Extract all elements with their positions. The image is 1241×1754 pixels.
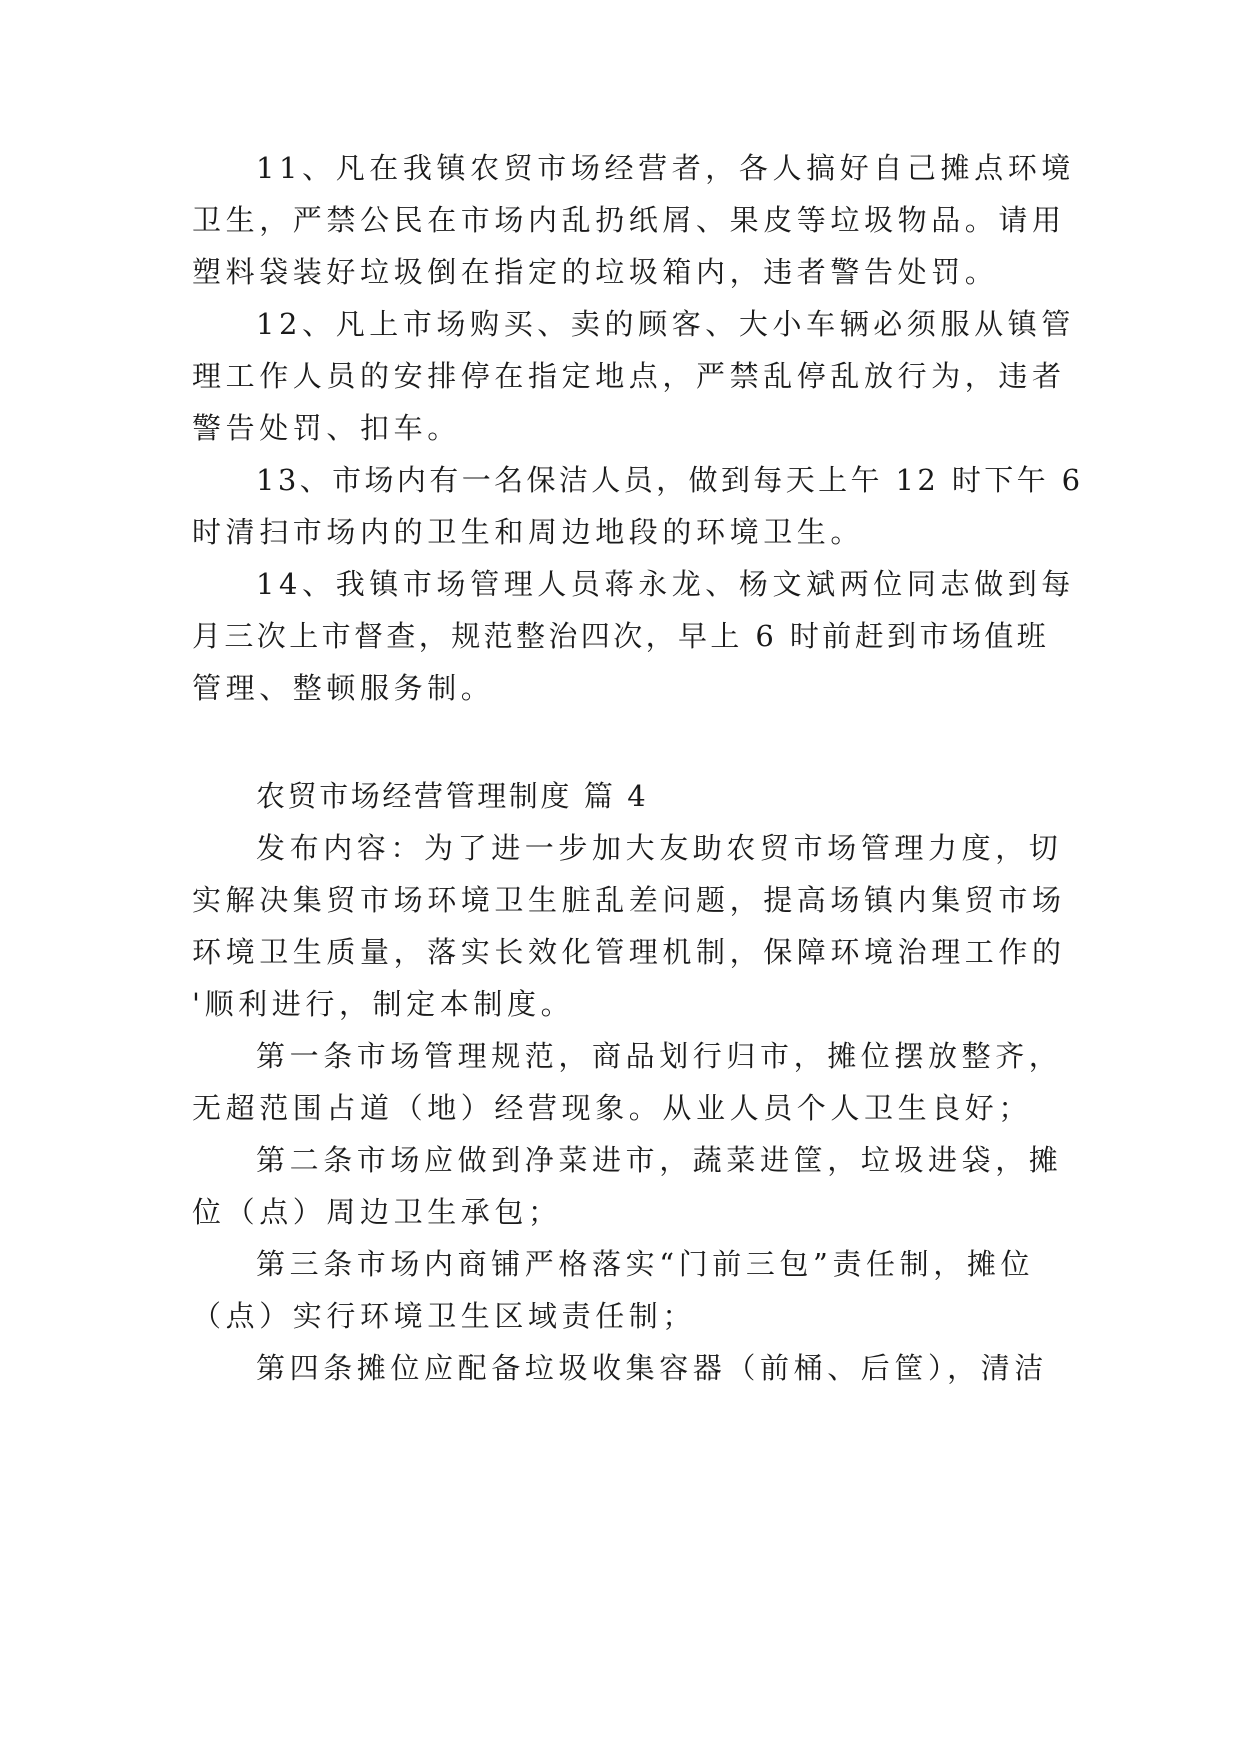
intro-line-2: 实解决集贸市场环境卫生脏乱差问题，提高场镇内集贸市场: [192, 883, 1066, 917]
article-3-line-1: 第三条市场内商铺严格落实“门前三包”责任制，摊位: [256, 1247, 1035, 1281]
article-1-line-2: 无超范围占道（地）经营现象。从业人员个人卫生良好；: [192, 1091, 1033, 1125]
intro-line-3: 环境卫生质量，落实长效化管理机制，保障环境治理工作的: [192, 935, 1066, 969]
paragraph-12-line-2: 理工作人员的安排停在指定地点，严禁乱停乱放行为，违者: [192, 359, 1066, 393]
paragraph-11-line-1: 11、凡在我镇农贸市场经营者，各人搞好自己摊点环境: [256, 151, 1075, 185]
article-4-line-1: 第四条摊位应配备垃圾收集容器（前桶、后筐），清洁: [256, 1351, 1048, 1385]
paragraph-13-line-2: 时清扫市场内的卫生和周边地段的环境卫生。: [192, 515, 865, 549]
article-3-line-2: （点）实行环境卫生区域责任制；: [192, 1299, 697, 1333]
article-2-line-2: 位（点）周边卫生承包；: [192, 1195, 562, 1229]
paragraph-11-line-3: 塑料袋装好垃圾倒在指定的垃圾箱内，违者警告处罚。: [192, 255, 999, 289]
intro-line-4: '顺利进行，制定本制度。: [192, 987, 575, 1021]
paragraph-11-line-2: 卫生，严禁公民在市场内乱扔纸屑、果皮等垃圾物品。请用: [192, 203, 1066, 237]
paragraph-14-line-2: 月三次上市督查，规范整治四次，早上 6 时前赶到市场值班: [192, 619, 1050, 653]
paragraph-12-line-3: 警告处罚、扣车。: [192, 411, 461, 445]
article-2-line-1: 第二条市场应做到净菜进市，蔬菜进筐，垃圾进袋，摊: [256, 1143, 1063, 1177]
paragraph-14-line-3: 管理、整顿服务制。: [192, 671, 495, 705]
intro-line-1: 发布内容：为了进一步加大友助农贸市场管理力度，切: [256, 831, 1063, 865]
paragraph-12-line-1: 12、凡上市场购买、卖的顾客、大小车辆必须服从镇管: [256, 307, 1075, 341]
paragraph-13-line-1: 13、市场内有一名保洁人员，做到每天上午 12 时下午 6: [256, 463, 1084, 497]
article-1-line-1: 第一条市场管理规范，商品划行归市，摊位摆放整齐，: [256, 1039, 1063, 1073]
paragraph-14-line-1: 14、我镇市场管理人员蒋永龙、杨文斌两位同志做到每: [256, 567, 1075, 601]
section-heading: 农贸市场经营管理制度 篇 4: [256, 779, 649, 813]
